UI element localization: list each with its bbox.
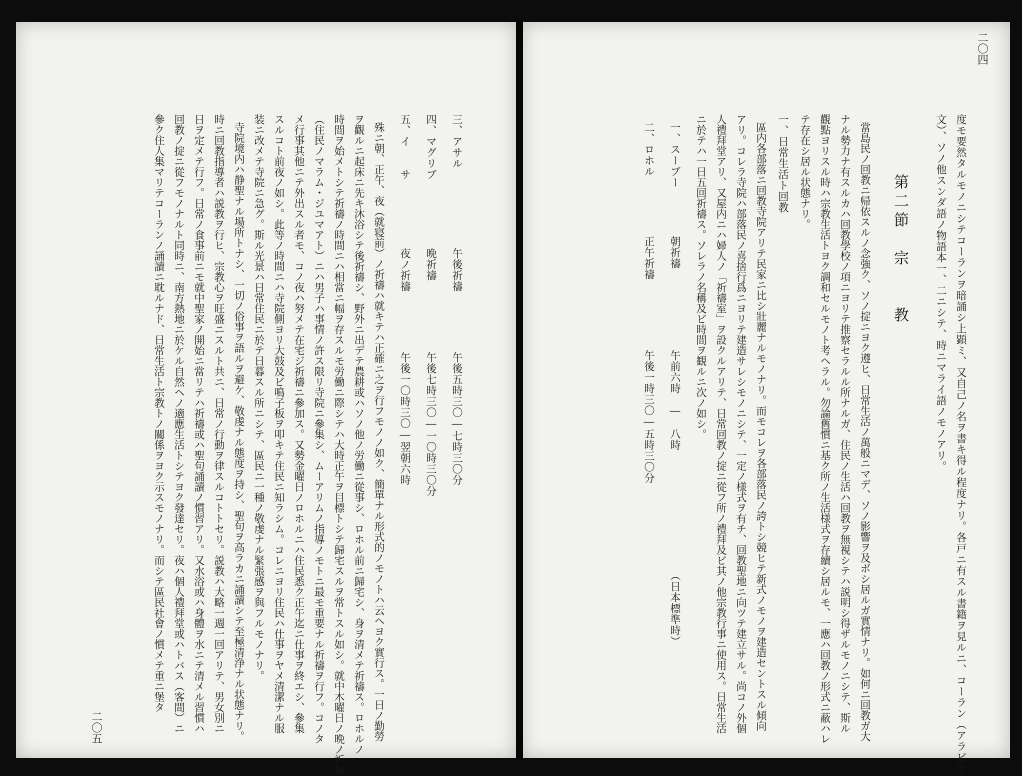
body-line: 殊ニ朝、正午、夜（就寝前）ノ祈禱ハ就キテハ正確ニ之ヲ行フモノノ如ク、簡單ナル形式的ノモノトハ云ヘヨク實行ス。一日ノ勤勞: [373, 122, 385, 742]
body-line: 當島民ノ回教ニ帰依スルノ念強ク、ソノ掟ニヨク遵ヒ、日常生活ノ萬般ニマデ、ソノ影響ヲ及ボシ居ルガ實情ナリ。如何ニ回教ガ大: [859, 122, 871, 742]
body-line: 時間ヲ始メトシテ祈禱ノ時間ニハ相當ニ幅ヲ存スルモ労働ニ際シテハ大時正午ヲ目標トシテ歸宅スルヲ常トスル如シ。就中木曜日ノ晩ノ祈禱: [333, 114, 345, 776]
subheading: 一、日常生活ト回教: [777, 114, 789, 213]
page-number: 二〇五: [90, 711, 103, 744]
prayer-time: 午前六時 ― 八時: [669, 350, 681, 451]
prayer-label: 一、スーブー: [669, 122, 681, 188]
prayer-name: 朝祈禱: [669, 236, 681, 269]
body-line: ナル勢力ナ有スルカハ回教學校ノ項ニヨリテ推察セラルル所ナルガ、住民ノ生活ハ回教ヲ無視シテハ説明シ得ザルモノニシテ、斯ル: [839, 114, 851, 734]
prayer-label: 五、イ サ: [399, 114, 411, 180]
body-line: 装ニ改メテ寺院ニ急グ。斯ル光景ハ日常住民ニ於テ日暮スル所ニシテ、區民ニ一種ノ敬虔ナル緊張感ヲ與フルモノナリ。: [253, 114, 265, 681]
right-page: [522, 22, 1010, 774]
body-line: 觀點ヨリスル時ハ宗教生活トヨク調和セルモノト考ヘラル。勿論舊慣ニ基ク所ノ生活様式ヲ存續シ居ルモ、一應ハ回教ノ形式ニ蔽ハレ: [819, 114, 831, 744]
prayer-time: 午後一〇時三〇―翌朝六時: [399, 352, 411, 486]
prayer-note: （日本標準時）: [669, 570, 681, 647]
body-line: 日ヲ定メテ行フ。日常ノ食事前ニモ就中聖家ノ開始ニ當リテハ祈禱或ハ聖句誦讀ノ慣習アリ。又水浴或ハ身體ヲ水ニテ清メル習慣ハ: [193, 114, 205, 734]
body-line: 寺院境内ハ静聖ナル場所トナシ、一切ノ俗事ヲ語ルヲ避ケ、敬虔ナル態度ヲ持シ、聖句ヲ高ラカニ誦讀シテ至極清浄ナル状態ナリ。: [233, 122, 245, 742]
body-line: スルコト前夜ノ如シ。此等ノ時間ニハ寺院側ヨリ大鼓及ビ鳴子板ヲ叩キテ住民ニ知ラシム。コレニヨリ住民ハ仕事ヲヤメ清潔ナル服: [273, 114, 285, 734]
prayer-name: 夜ノ祈禱: [399, 248, 411, 292]
body-line: 回教ノ掟ニ從フモノナルト同時ニ、南方熱地ニ於ケル自然ヘノ適應生活トシテヨク發達セリ。夜ハ個人禮拜堂或ハトバス（客間）ニ: [173, 114, 185, 734]
intro-line: 文）、ソノ他スンダ語ノ物語本一、二ニシテ、時ニマライ語ノモノアリ。: [935, 114, 947, 472]
prayer-name: 正午祈禱: [643, 236, 655, 280]
body-line: アリ。コレラ寺院ハ部落民ノ喜捨行爲ニヨリテ建造サレシモノニシテ、一定ノ様式ヲ有チ、回教聖地ニ向ツテ建立サル。尚コノ外個: [735, 114, 747, 734]
body-line: ヲ觀ルニ起床ニ先キ沐浴シテ後祈禱シ、野外ニ出デテ農耕或ハソノ他ノ労働ニ從事シ、ロホル前ニ歸宅シ、身ヲ清メテ祈禱ス。ロホルノ: [353, 114, 365, 755]
body-line: 區内各部落ニ回教寺院アリテ民家ニ比シ壯麗ナルモノナリ。而モコレヲ各部落民ノ誇トシ競ヒテ新式ノモノヲ建造セントスル傾向: [755, 122, 767, 731]
prayer-time: 午後五時三〇―七時三〇分: [451, 352, 463, 486]
body-line: 時ニ回教指導者ハ説教ヲ行ヒ、宗教心ヲ旺盛ニスルト共ニ、日常ノ行動ヲ律スルコトトセリ。説教ハ大略一週一回アリテ、男女別ニ: [213, 114, 225, 734]
body-line: ニ於テハ一日五回祈禱ス。ソレラノ名稱及ビ時間ヲ観ルニ次ノ如シ。: [695, 114, 707, 440]
page-number: 二〇四: [976, 32, 989, 65]
prayer-name: 晩祈禱: [425, 248, 437, 281]
prayer-name: 午後祈禱: [451, 248, 463, 292]
body-line: 參ク住人集マリテコーランノ誦讀ニ耽ルナド、日常生活ト宗教トノ關係ヲヨク示スモノナリ。而シテ區民社會ノ慣メテ重ニ堡タ: [153, 114, 165, 713]
body-line: メ行事其他ニテ外出スル者モ、コノ夜ハ努メテ在宅ジ祈禱ニ參加ス。又勢金曜日ノロホルニハ住民悉ク正午迄ニ仕事ヲ終エシ、參集: [293, 114, 305, 734]
left-page: [16, 22, 516, 776]
section-title: 第二節 宗 教: [892, 174, 910, 326]
prayer-time: 午後一時三〇―五時三〇分: [643, 350, 655, 484]
prayer-time: 午後七時三〇―一〇時三〇分: [425, 352, 437, 497]
prayer-label: 四、マグリブ: [425, 114, 437, 180]
prayer-label: 二、ロホル: [643, 122, 655, 177]
prayer-label: 三、アサル: [451, 114, 463, 169]
intro-line: 度モ要然タルモノニシテコーランヲ暗誦シ上顕ミ、又自己ノ名ヲ書キ得ル程度ナリ。各戸ニ有スル書籍ヲ見ルニ、コーラン（アラビヤ: [955, 114, 967, 774]
body-line: テ存在シ居ル状態ナリ。: [799, 114, 811, 230]
body-line: 人禮拜堂アリ、又屋内ニハ婦人ノ「祈禱室」ヲ設クルアリテ、日常回教ノ掟ニ從フ所ノ禮拜及ビ其ノ他宗教行事ニ使用ス。日常生活: [715, 114, 727, 734]
body-line: （住民ノマラム・ジユマアト）ニハ男子ハ事情ノ許ス限リ寺院ニ參集シ、ムーアリムノ指導ノモトニ最モ重要ナル祈禱ヲ行フ。コノタ: [313, 114, 325, 744]
